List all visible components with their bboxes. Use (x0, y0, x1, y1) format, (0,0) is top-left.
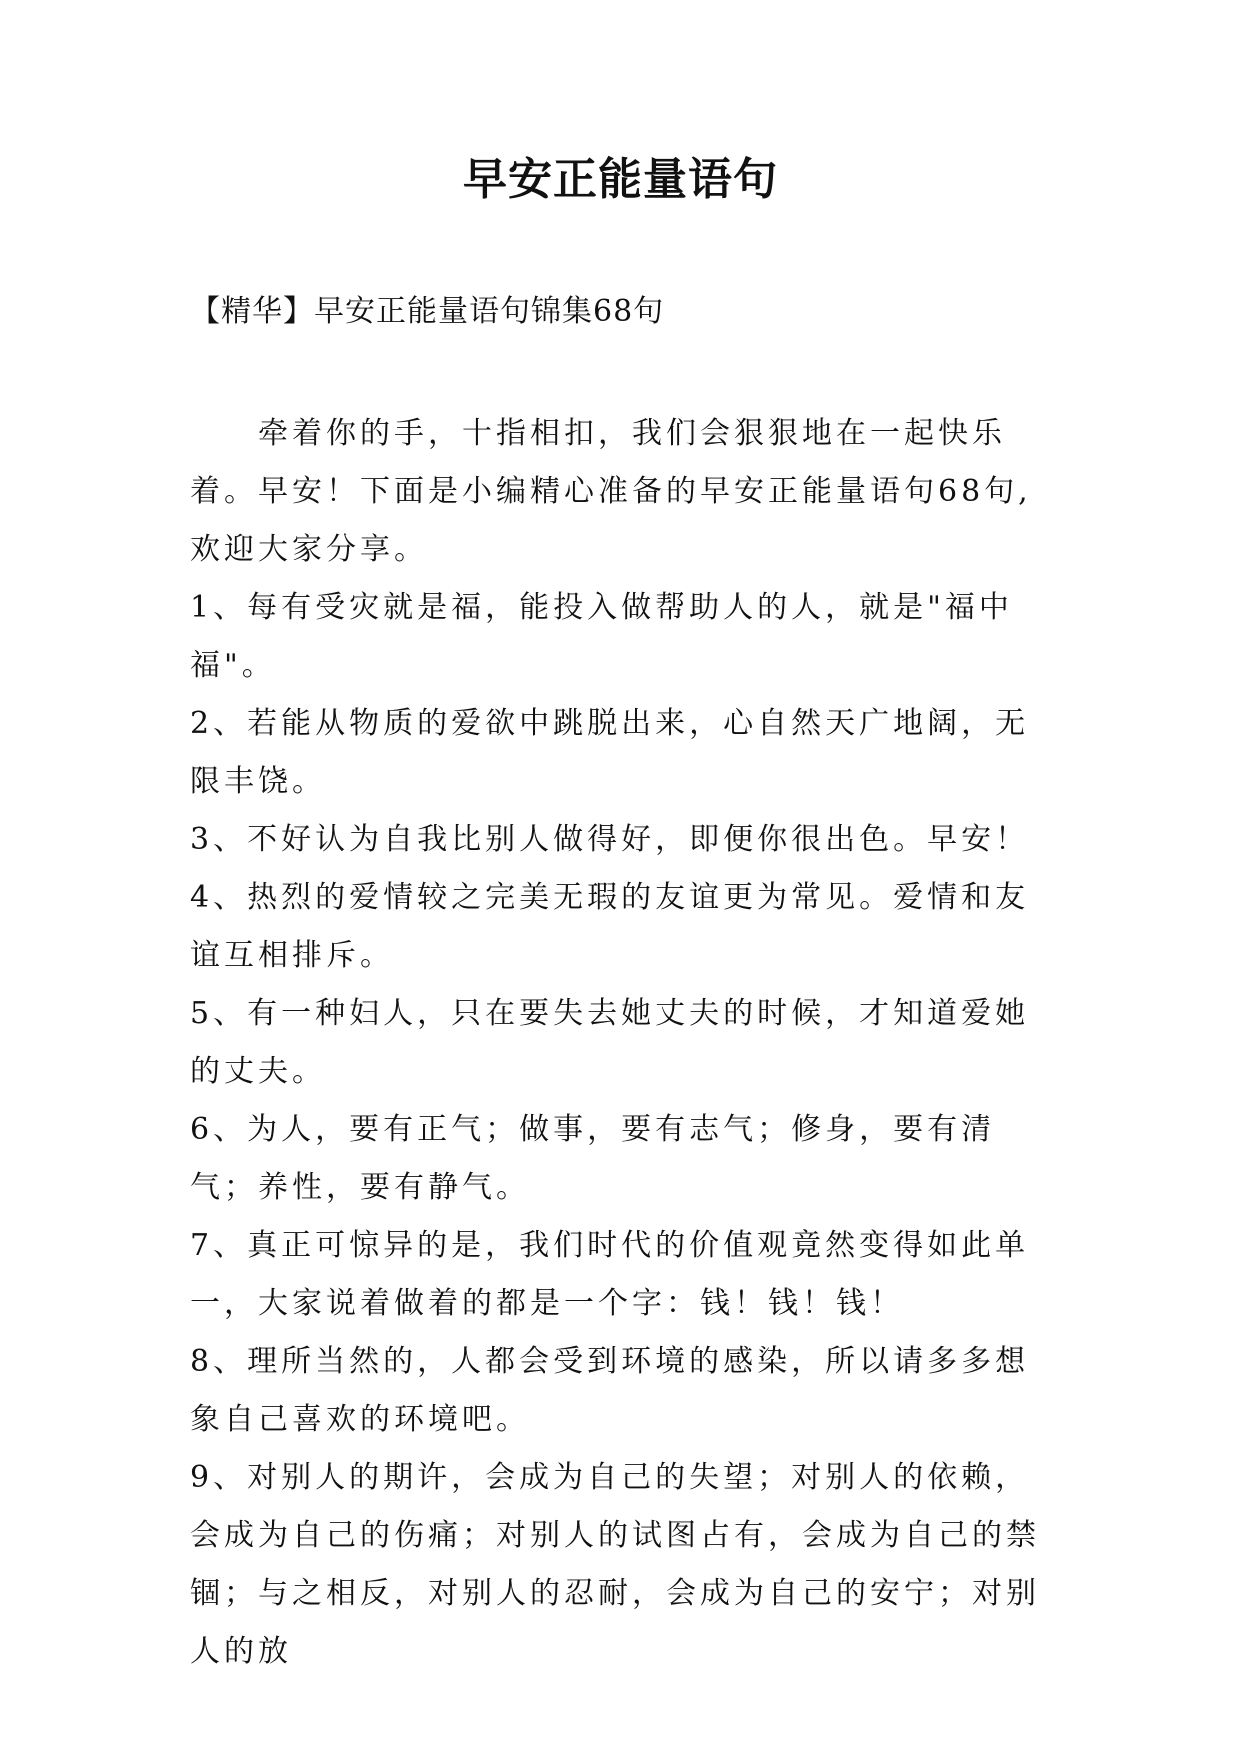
list-item: 2、若能从物质的爱欲中跳脱出来，心自然天广地阔，无限丰饶。 (190, 706, 1030, 799)
list-item: 5、有一种妇人，只在要失去她丈夫的时候，才知道爱她的丈夫。 (190, 996, 1030, 1089)
list-item: 6、为人，要有正气；做事，要有志气；修身，要有清气；养性，要有静气。 (190, 1112, 996, 1205)
document-subtitle: 【精华】早安正能量语句锦集68句 (190, 294, 665, 329)
list-item: 7、真正可惊异的是，我们时代的价值观竟然变得如此单一，大家说着做着的都是一个字：钱！钱！钱！ (190, 1228, 1030, 1321)
list-item: 4、热烈的爱情较之完美无瑕的友谊更为常见。爱情和友谊互相排斥。 (190, 880, 1030, 973)
list-item: 1、每有受灾就是福，能投入做帮助人的人，就是"福中福"。 (190, 590, 1013, 683)
document-title: 早安正能量语句 (463, 154, 778, 205)
intro-paragraph: 牵着你的手，十指相扣，我们会狠狠地在一起快乐着。早安！下面是小编精心准备的早安正能量语句68句,欢迎大家分享。 (190, 416, 1032, 567)
list-item: 9、对别人的期许，会成为自己的失望；对别人的依赖，会成为自己的伤痛；对别人的试图占有，会成为自己的禁锢；与之相反，对别人的忍耐，会成为自己的安宁；对别人的放 (190, 1460, 1040, 1669)
list-item: 3、不好认为自我比别人做得好，即便你很出色。早安！ (190, 822, 1030, 857)
list-item: 8、理所当然的，人都会受到环境的感染，所以请多多想象自己喜欢的环境吧。 (190, 1344, 1030, 1437)
document-body (190, 405, 1060, 1681)
